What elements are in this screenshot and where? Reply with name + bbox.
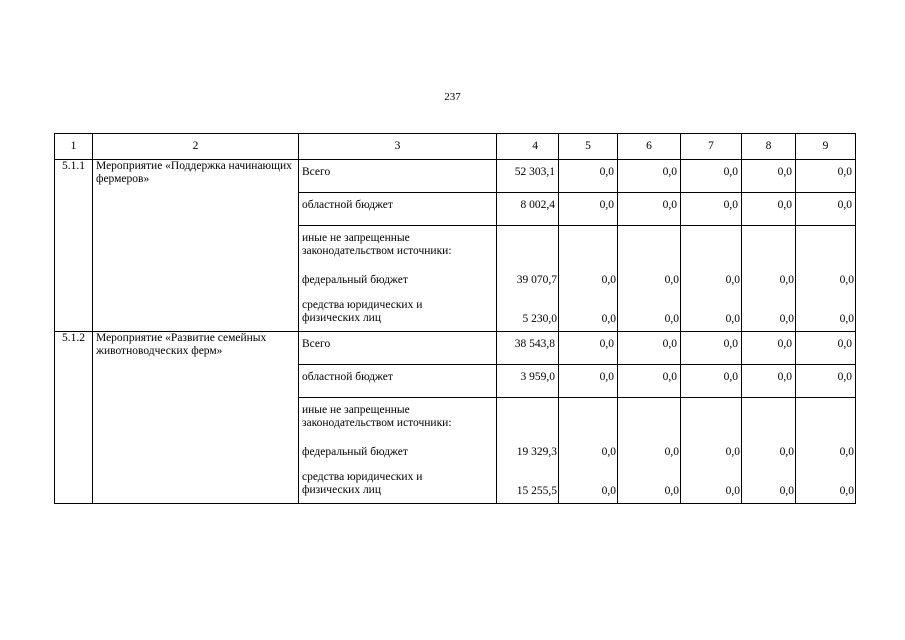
value-cell: 0,0: [601, 446, 616, 458]
value-cell: 0,0: [742, 160, 796, 193]
value-cell: 0,0: [779, 485, 794, 497]
value-cell: 0,0: [796, 365, 856, 398]
source-label: федеральный бюджет: [302, 446, 408, 458]
other-sources-heading: иные не запрещенные законодательством источники:: [302, 232, 452, 257]
value-cell: 0,0: [779, 446, 794, 458]
source-label: областной бюджет: [299, 193, 497, 226]
value-cell: 0,0: [779, 313, 794, 325]
value-cell: 0,0: [742, 332, 796, 365]
value-cell: 0,0: [559, 332, 618, 365]
source-label: Всего: [299, 332, 497, 365]
value-cell: 0,0: [559, 160, 618, 193]
value-cell: 0,0: [618, 332, 681, 365]
value-block: [681, 226, 742, 332]
value-cell: 0,0: [779, 274, 794, 286]
value-cell: 5 230,0: [522, 313, 557, 325]
value-cell: 0,0: [601, 313, 616, 325]
value-cell: 0,0: [839, 446, 854, 458]
value-block: [742, 226, 796, 332]
header-cell: 4: [497, 134, 559, 160]
measure-name: Мероприятие «Развитие семейных животноводческих ферм»: [93, 332, 299, 504]
value-cell: 0,0: [664, 485, 679, 497]
header-cell: 2: [93, 134, 299, 160]
source-label: средства юридических и физических лиц: [302, 299, 423, 324]
value-block: [618, 226, 681, 332]
header-cell: 8: [742, 134, 796, 160]
source-label: средства юридических и физических лиц: [302, 471, 423, 496]
value-cell: 0,0: [618, 193, 681, 226]
value-block: [497, 226, 559, 332]
value-cell: 0,0: [796, 160, 856, 193]
value-cell: 0,0: [839, 274, 854, 286]
value-cell: 0,0: [725, 313, 740, 325]
value-cell: 0,0: [601, 274, 616, 286]
value-cell: 0,0: [618, 365, 681, 398]
value-cell: 15 255,5: [516, 485, 557, 497]
value-block: [796, 398, 856, 504]
value-cell: 0,0: [559, 193, 618, 226]
value-block: [618, 398, 681, 504]
value-block: [681, 398, 742, 504]
value-cell: 0,0: [601, 485, 616, 497]
value-block: [559, 226, 618, 332]
value-cell: 0,0: [839, 313, 854, 325]
source-block: [299, 398, 497, 504]
other-sources-heading: иные не запрещенные законодательством источники:: [302, 404, 452, 429]
value-cell: 0,0: [559, 365, 618, 398]
value-cell: 0,0: [796, 193, 856, 226]
header-cell: 1: [55, 134, 93, 160]
value-cell: 8 002,4: [497, 193, 559, 226]
value-cell: 0,0: [725, 485, 740, 497]
measure-name: Мероприятие «Поддержка начинающих фермеров»: [93, 160, 299, 332]
value-block: [559, 398, 618, 504]
header-cell: 9: [796, 134, 856, 160]
value-cell: 19 329,3: [516, 446, 557, 458]
value-cell: 0,0: [681, 332, 742, 365]
value-cell: 0,0: [742, 365, 796, 398]
value-cell: 0,0: [796, 332, 856, 365]
header-cell: 5: [559, 134, 618, 160]
value-cell: 0,0: [618, 160, 681, 193]
table-row: [55, 160, 856, 193]
value-cell: 0,0: [839, 485, 854, 497]
header-cell: 7: [681, 134, 742, 160]
source-label: Всего: [299, 160, 497, 193]
value-cell: 0,0: [725, 274, 740, 286]
source-block: [299, 226, 497, 332]
value-block: [497, 398, 559, 504]
value-cell: 0,0: [664, 446, 679, 458]
value-block: [796, 226, 856, 332]
value-cell: 38 543,8: [497, 332, 559, 365]
header-row: [55, 134, 856, 160]
page-number: 237: [444, 91, 461, 103]
value-cell: 0,0: [664, 313, 679, 325]
value-cell: 0,0: [681, 365, 742, 398]
header-cell: 3: [299, 134, 497, 160]
value-block: [742, 398, 796, 504]
source-label: федеральный бюджет: [302, 274, 408, 286]
header-cell: 6: [618, 134, 681, 160]
source-label: областной бюджет: [299, 365, 497, 398]
value-cell: 0,0: [725, 446, 740, 458]
measure-code: 5.1.1: [55, 160, 93, 332]
value-cell: 0,0: [681, 160, 742, 193]
value-cell: 0,0: [664, 274, 679, 286]
value-cell: 39 070,7: [516, 274, 557, 286]
table-row: [55, 332, 856, 365]
value-cell: 0,0: [681, 193, 742, 226]
budget-table: [54, 133, 856, 504]
measure-code: 5.1.2: [55, 332, 93, 504]
value-cell: 0,0: [742, 193, 796, 226]
value-cell: 3 959,0: [497, 365, 559, 398]
value-cell: 52 303,1: [497, 160, 559, 193]
